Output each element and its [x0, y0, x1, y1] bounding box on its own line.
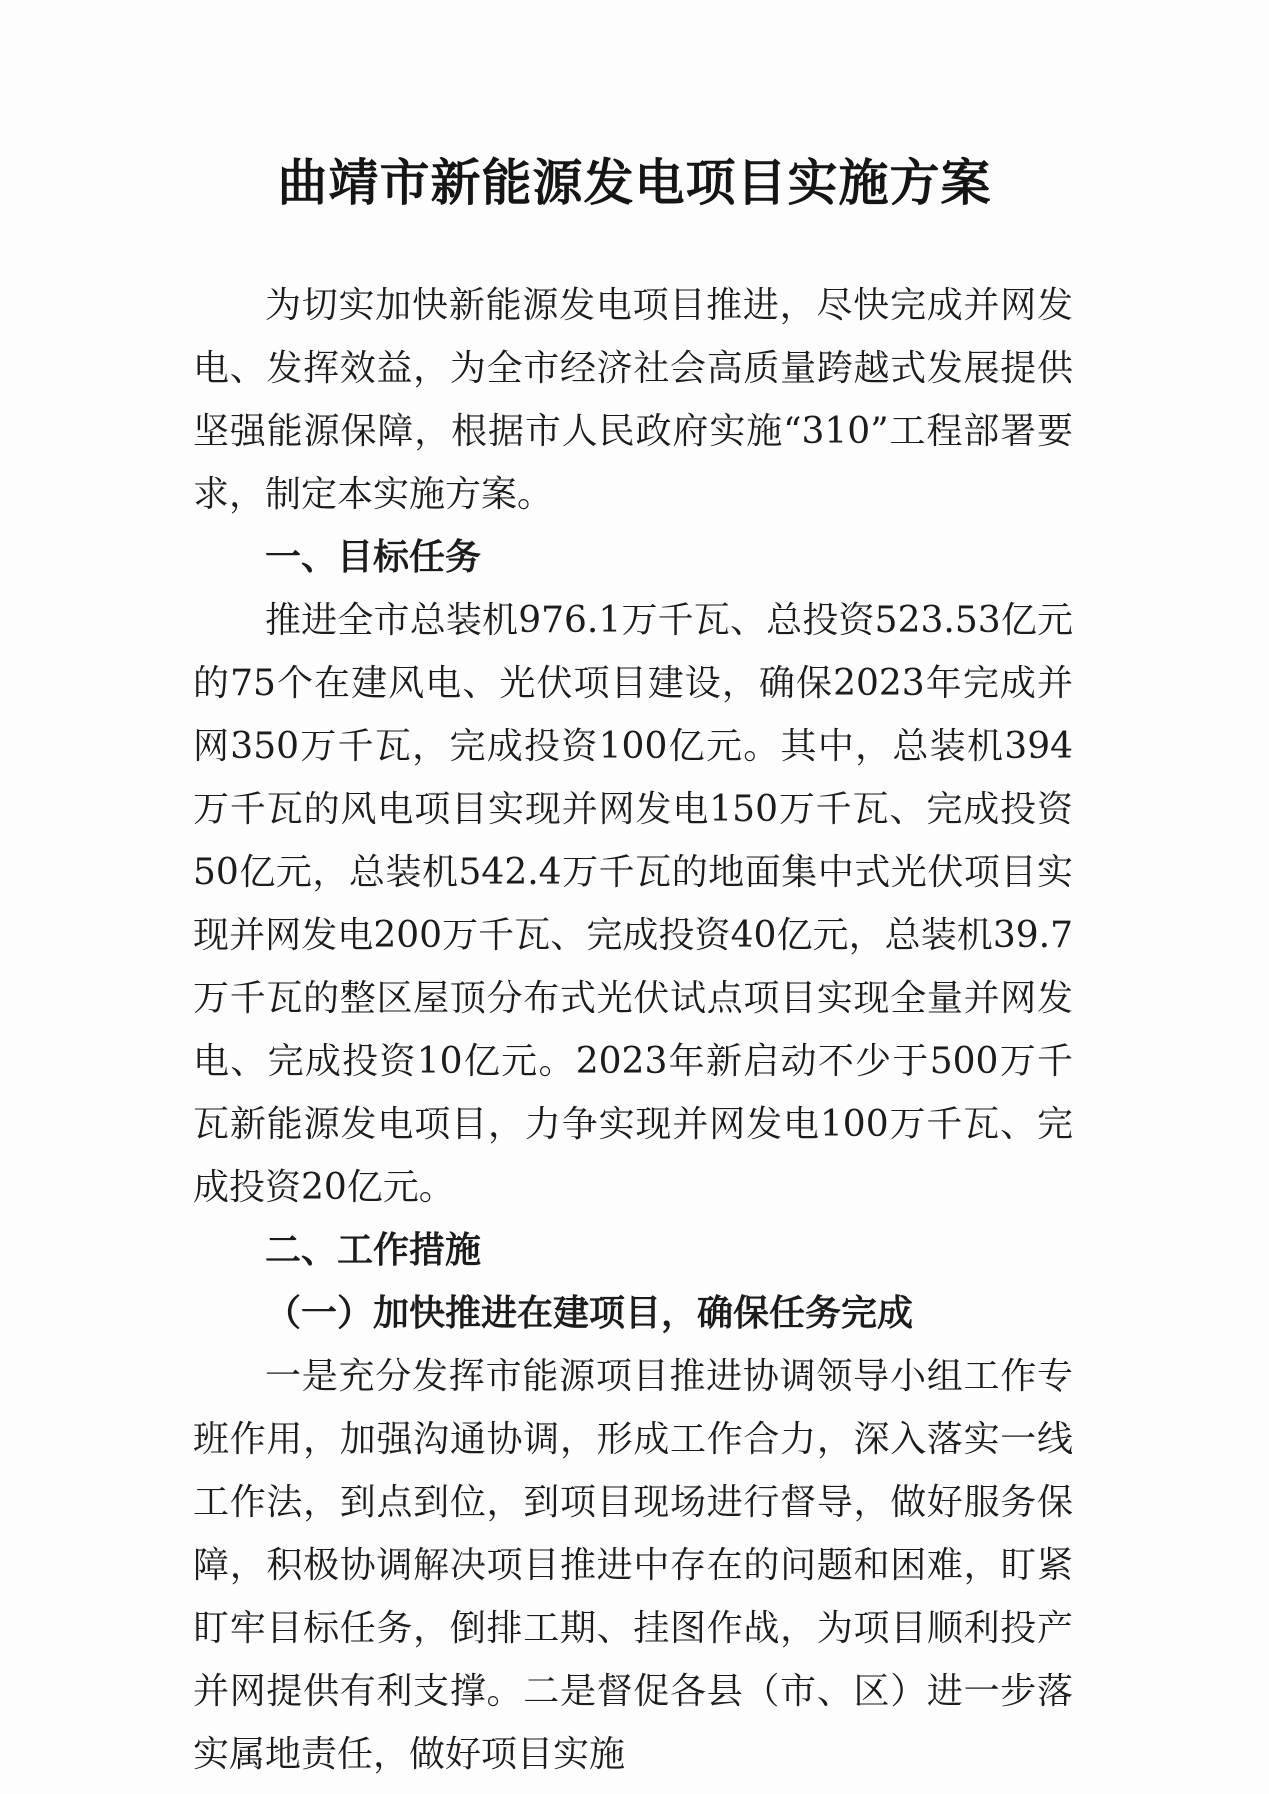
intro-paragraph: 为切实加快新能源发电项目推进，尽快完成并网发电、发挥效益，为全市经济社会高质量跨越式发展提供坚强能源保障，根据市人民政府实施“310”工程部署要求，制定本实施方案。 [193, 285, 1073, 515]
measures-paragraph: 一是充分发挥市能源项目推进协调领导小组工作专班作用，加强沟通协调，形成工作合力，深入落实一线工作法，到点到位，到项目现场进行督导，做好服务保障，积极协调解决项目推进中存在的问题和困难，盯紧盯牢目标任务，倒排工期、挂图作战，为项目顺利投产并网提供有利支撑。二是督促各县（市、区）进一步落实属地责任，做好项目实施 [193, 1356, 1073, 1775]
section-heading-goals: 一、目标任务 [265, 537, 482, 578]
document-body [193, 274, 1073, 1786]
section-heading-measures: 二、工作措施 [265, 1230, 482, 1271]
goals-paragraph: 推进全市总装机976.1万千瓦、总投资523.53亿元的75个在建风电、光伏项目建设，确保2023年完成并网350万千瓦，完成投资100亿元。其中，总装机394万千瓦的风电项目实现并网发电150万千瓦、完成投资50亿元，总装机542.4万千瓦的地面集中式光伏项目实现并网发电200万千瓦、完成投资40亿元，总装机39.7万千瓦的整区屋顶分布式光伏试点项目实现全量并网发电、完成投资10亿元。2023年新启动不少于500万千瓦新能源发电项目，力争实现并网发电100万千瓦、完成投资20亿元。 [193, 600, 1073, 1208]
document-title: 曲靖市新能源发电项目实施方案 [277, 153, 992, 212]
subsection-heading-1: （一）加快推进在建项目，确保任务完成 [265, 1292, 914, 1334]
